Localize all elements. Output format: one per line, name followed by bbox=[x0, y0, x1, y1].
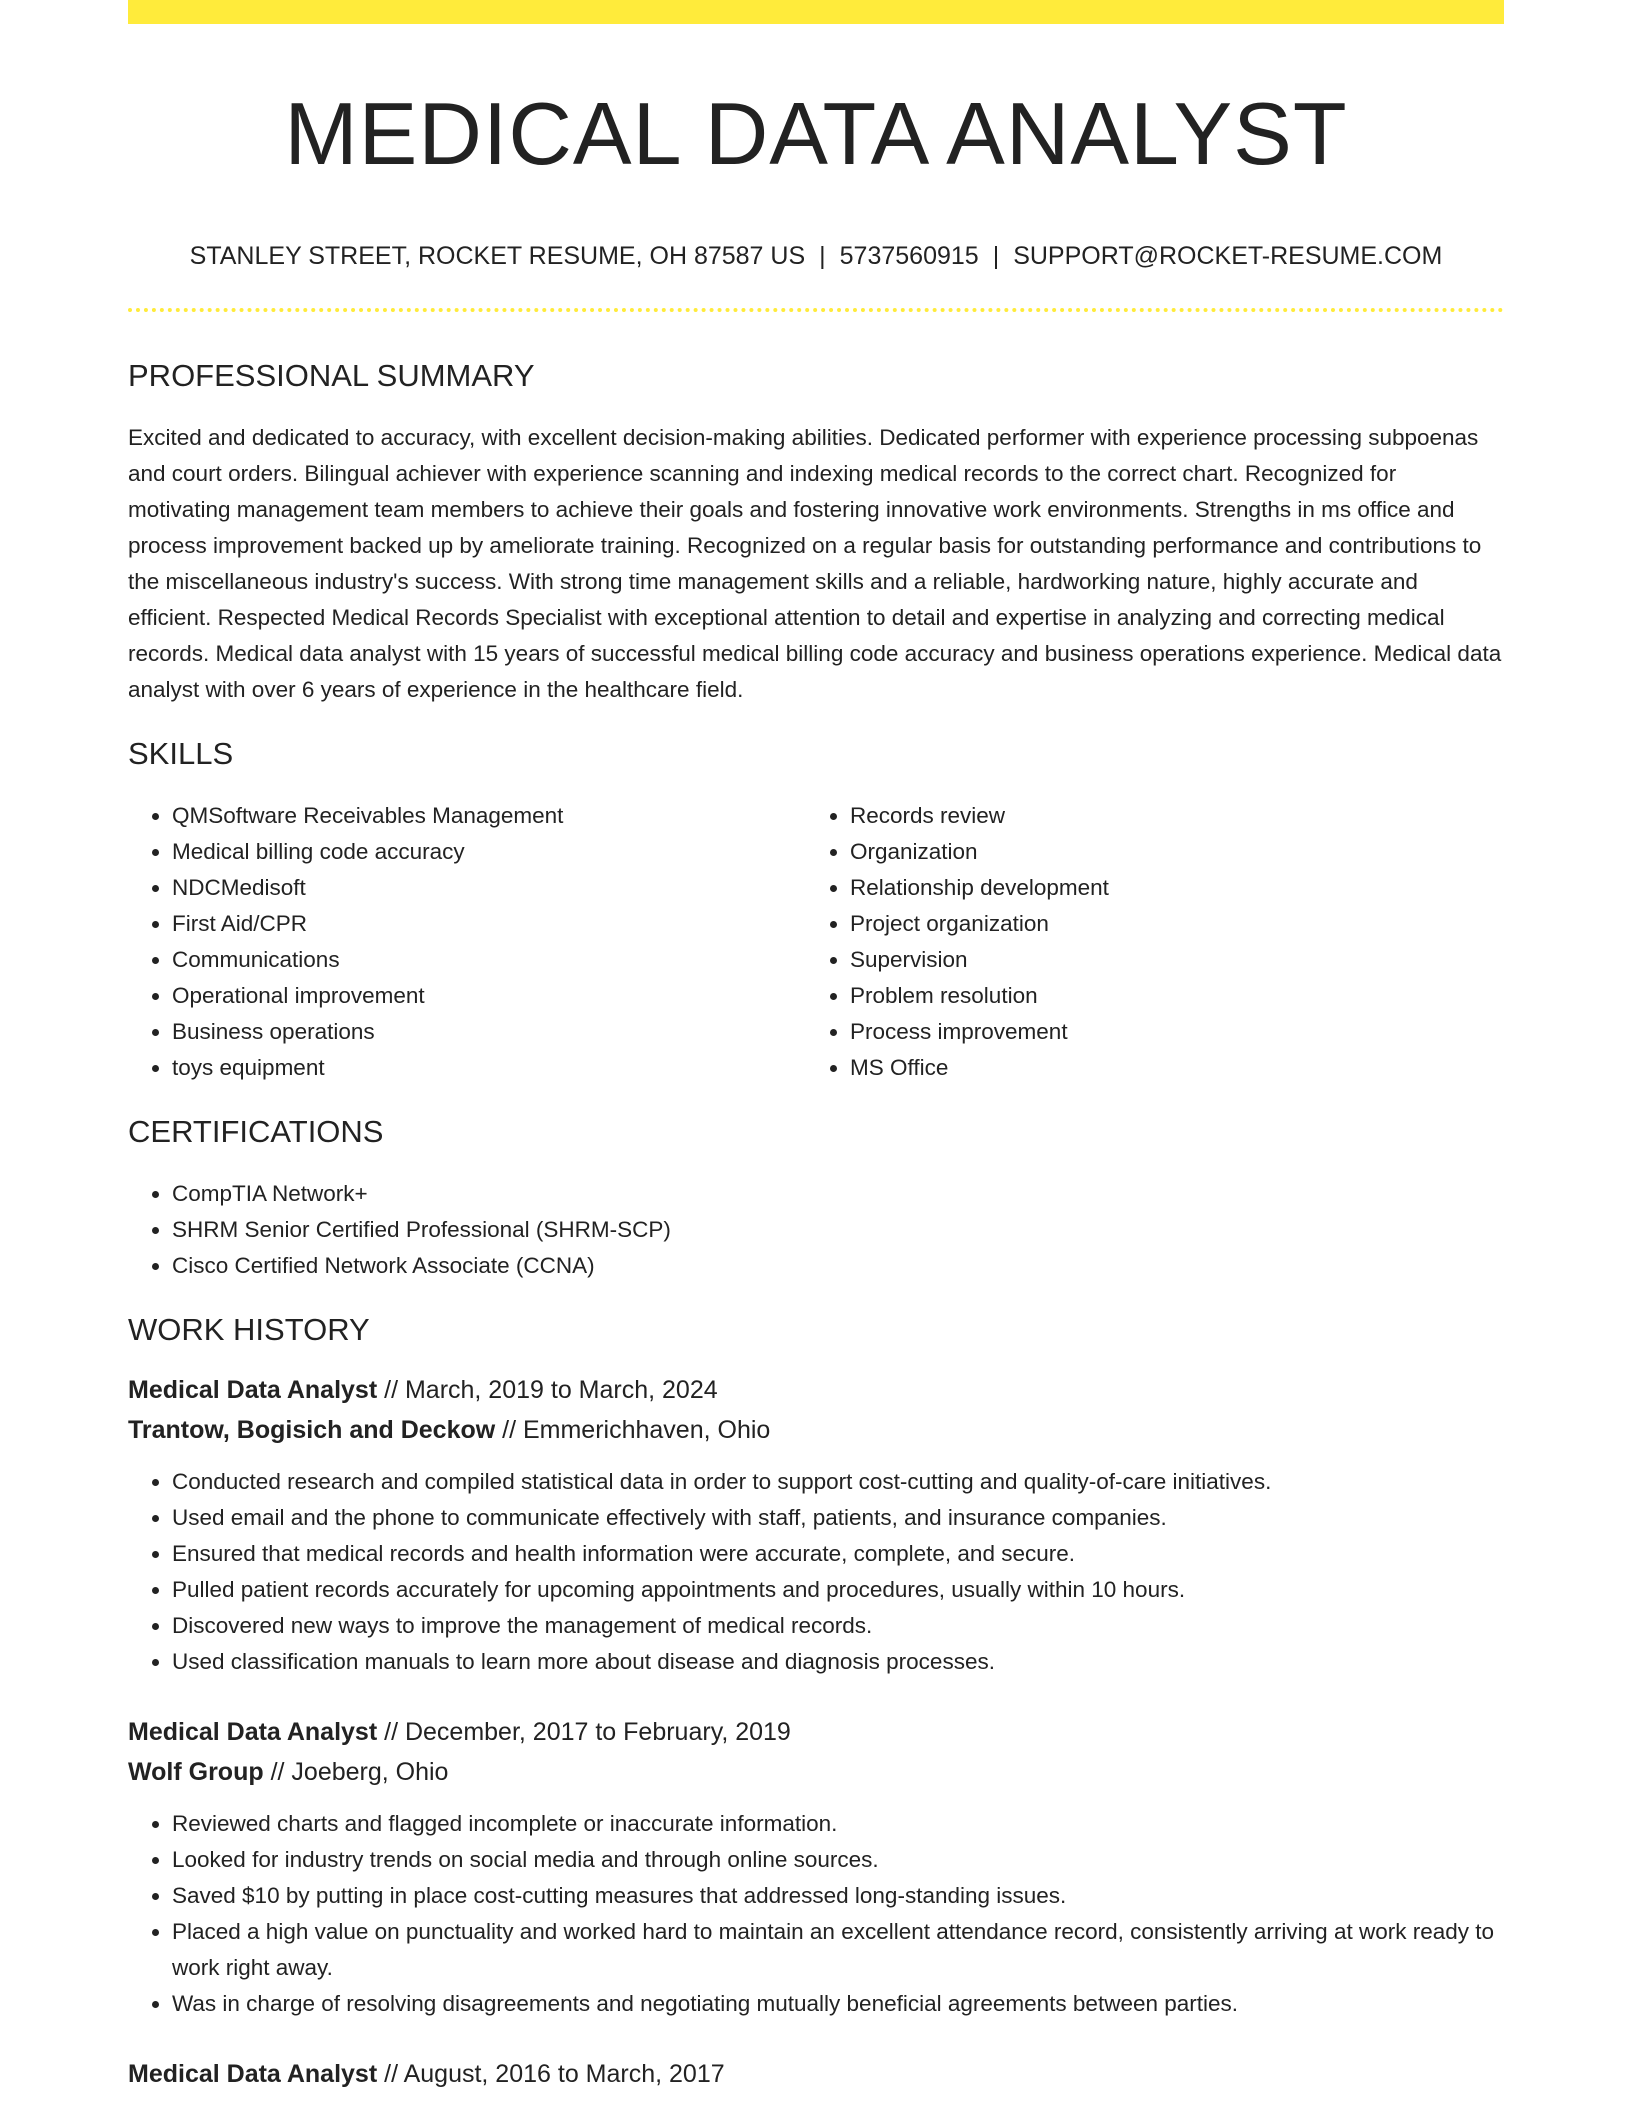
job-bullet: • Saved $10 by putting in place cost-cutting measures that addressed long-standing issues. bbox=[172, 1878, 1504, 1914]
job-bullet: • Discovered new ways to improve the management of medical records. bbox=[172, 1608, 1504, 1644]
skill-item: • Relationship development bbox=[850, 870, 1484, 906]
job-role: Medical Data Analyst bbox=[128, 1718, 378, 1746]
skills-heading: SKILLS bbox=[128, 736, 234, 771]
skill-item: • Organization bbox=[850, 834, 1484, 870]
certifications-heading: CERTIFICATIONS bbox=[128, 1114, 384, 1149]
job-entry bbox=[128, 1370, 1504, 1680]
job-role: Medical Data Analyst bbox=[128, 2060, 378, 2088]
skill-item: • Problem resolution bbox=[850, 978, 1484, 1014]
job-entry bbox=[128, 1712, 1504, 2022]
skill-item: • QMSoftware Receivables Management bbox=[172, 798, 806, 834]
job-role-line bbox=[128, 2054, 1504, 2094]
contact-phone: 5737560915 bbox=[839, 242, 979, 270]
job-bullet: • Was in charge of resolving disagreements and negotiating mutually beneficial agreements between parties. bbox=[172, 1986, 1504, 2022]
job-bullets bbox=[128, 1464, 1504, 1680]
job-bullet: • Placed a high value on punctuality and worked hard to maintain an excellent attendance record, consistently arriving at work ready to work right away. bbox=[172, 1914, 1504, 1986]
job-company: Trantow, Bogisich and Deckow bbox=[128, 1416, 496, 1444]
certification-item: • CompTIA Network+ bbox=[172, 1176, 1504, 1212]
job-location: // Emmerichhaven, Ohio bbox=[502, 1416, 771, 1444]
skill-item: • NDCMedisoft bbox=[172, 870, 806, 906]
contact-separator: | bbox=[992, 242, 1000, 270]
job-company-line bbox=[128, 1752, 1504, 1792]
skill-item: • Project organization bbox=[850, 906, 1484, 942]
job-dates: // August, 2016 to March, 2017 bbox=[384, 2060, 725, 2088]
resume-title: MEDICAL DATA ANALYST bbox=[284, 84, 1348, 183]
work-history-heading: WORK HISTORY bbox=[128, 1312, 370, 1347]
job-entry bbox=[128, 2054, 1504, 2094]
job-location: // Joeberg, Ohio bbox=[270, 1758, 449, 1786]
skill-item: • toys equipment bbox=[172, 1050, 806, 1086]
job-bullets bbox=[128, 1806, 1504, 2022]
accent-top-bar bbox=[128, 0, 1504, 24]
skills-column-left bbox=[128, 798, 806, 1086]
summary-heading: PROFESSIONAL SUMMARY bbox=[128, 358, 535, 393]
skill-item: • Communications bbox=[172, 942, 806, 978]
job-role: Medical Data Analyst bbox=[128, 1376, 378, 1404]
skill-item: • Operational improvement bbox=[172, 978, 806, 1014]
contact-separator: | bbox=[819, 242, 826, 270]
summary-text: Excited and dedicated to accuracy, with excellent decision-making abilities. Dedicated performer with experience processing subpoenas and court orders. Bilingual achiever with experience scanning and indexing medical records to the correct chart. Recognized for motivating management team members to achieve their goals and fostering innovative work environments. Strengths in ms office and process improvement backed up by ameliorate training. Recognized on a regular basis for outstanding performance and contributions to the miscellaneous industry's success. With strong time management skills and a reliable, hardworking nature, highly accurate and efficient. Respected Medical Records Specialist with exceptional attention to detail and expertise in analyzing and correcting medical records. Medical data analyst with 15 years of successful medical billing code accuracy and business operations experience. Medical data analyst with over 6 years of experience in the healthcare field. bbox=[128, 425, 1502, 702]
job-company: Wolf Group bbox=[128, 1758, 264, 1786]
skill-item: • Records review bbox=[850, 798, 1484, 834]
job-dates: // March, 2019 to March, 2024 bbox=[384, 1376, 718, 1404]
skill-item: • Business operations bbox=[172, 1014, 806, 1050]
contact-email[interactable]: SUPPORT@ROCKET-RESUME.COM bbox=[1013, 242, 1443, 270]
certification-item: • SHRM Senior Certified Professional (SHRM-SCP) bbox=[172, 1212, 1504, 1248]
contact-address: STANLEY STREET, ROCKET RESUME, OH 87587 US bbox=[189, 242, 806, 270]
certification-item: • Cisco Certified Network Associate (CCNA) bbox=[172, 1248, 1504, 1284]
job-bullet: • Looked for industry trends on social media and through online sources. bbox=[172, 1842, 1504, 1878]
job-company-line bbox=[128, 1410, 1504, 1450]
job-bullet: • Ensured that medical records and health information were accurate, complete, and secure. bbox=[172, 1536, 1504, 1572]
skills-column-right bbox=[806, 798, 1484, 1086]
job-bullet: • Pulled patient records accurately for upcoming appointments and procedures, usually within 10 hours. bbox=[172, 1572, 1504, 1608]
dotted-divider bbox=[128, 308, 1504, 312]
job-role-line bbox=[128, 1370, 1504, 1410]
job-bullet: • Used classification manuals to learn more about disease and diagnosis processes. bbox=[172, 1644, 1504, 1680]
skill-item: • Medical billing code accuracy bbox=[172, 834, 806, 870]
job-bullet: • Reviewed charts and flagged incomplete or inaccurate information. bbox=[172, 1806, 1504, 1842]
skill-item: • Supervision bbox=[850, 942, 1484, 978]
skill-item: • First Aid/CPR bbox=[172, 906, 806, 942]
contact-line bbox=[128, 240, 1504, 272]
skill-item: • Process improvement bbox=[850, 1014, 1484, 1050]
job-bullet: • Conducted research and compiled statistical data in order to support cost-cutting and quality-of-care initiatives. bbox=[172, 1464, 1504, 1500]
skills-list bbox=[128, 798, 1504, 1086]
job-role-line bbox=[128, 1712, 1504, 1752]
job-dates: // December, 2017 to February, 2019 bbox=[384, 1718, 791, 1746]
skill-item: • MS Office bbox=[850, 1050, 1484, 1086]
job-bullet: • Used email and the phone to communicate effectively with staff, patients, and insurance companies. bbox=[172, 1500, 1504, 1536]
certifications-list bbox=[128, 1176, 1504, 1284]
resume-page bbox=[128, 0, 1504, 2094]
